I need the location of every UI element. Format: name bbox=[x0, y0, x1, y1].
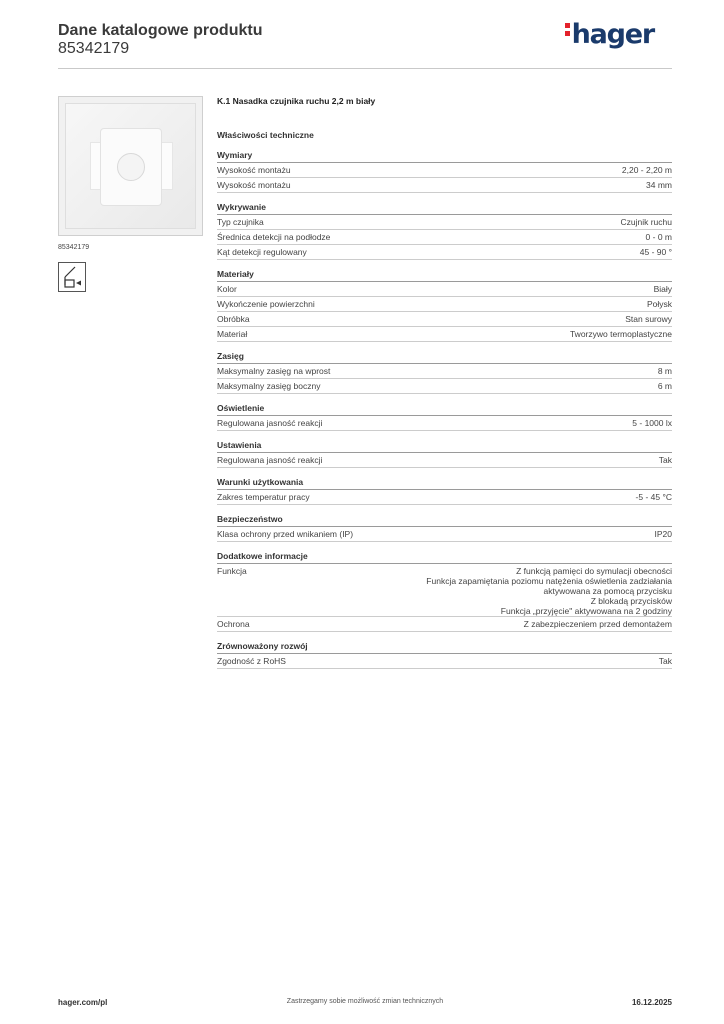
product-name: K.1 Nasadka czujnika ruchu 2,2 m biały bbox=[217, 96, 376, 106]
logo-dots-icon bbox=[565, 23, 570, 39]
spec-row bbox=[217, 178, 672, 193]
sensor-lens bbox=[117, 153, 145, 181]
spec-group bbox=[217, 551, 672, 632]
spec-group bbox=[217, 202, 672, 260]
spec-value bbox=[655, 529, 673, 539]
spec-value bbox=[636, 492, 672, 502]
footer-disclaimer: Zastrzegamy sobie możliwość zmian technicznych bbox=[286, 998, 444, 1005]
spec-label: Maksymalny zasięg na wprost bbox=[217, 366, 331, 376]
mounting-type-icon bbox=[58, 262, 86, 292]
spec-value bbox=[426, 566, 672, 616]
footer-website: hager.com/pl bbox=[58, 998, 108, 1007]
spec-value-line: Funkcja zapamiętania poziomu natężenia oświetlenia zadziałania bbox=[426, 576, 672, 586]
spec-value bbox=[654, 284, 672, 294]
spec-label: Wykończenie powierzchni bbox=[217, 299, 315, 309]
spec-value bbox=[622, 165, 672, 175]
spec-value bbox=[659, 455, 672, 465]
product-plate bbox=[65, 103, 196, 229]
sensor-housing bbox=[100, 128, 162, 206]
spec-row bbox=[217, 416, 672, 431]
spec-value bbox=[646, 180, 672, 190]
spec-value-line: Stan surowy bbox=[625, 314, 672, 324]
spec-value-line: 0 - 0 m bbox=[645, 232, 672, 242]
spec-label: Zakres temperatur pracy bbox=[217, 492, 310, 502]
spec-group-title: Wykrywanie bbox=[217, 202, 672, 215]
specification-content bbox=[217, 96, 672, 669]
product-image bbox=[58, 96, 203, 236]
spec-row bbox=[217, 312, 672, 327]
spec-group-title: Zasięg bbox=[217, 351, 672, 364]
spec-value-line: Z blokadą przycisków bbox=[590, 596, 672, 606]
document-number: 85342179 bbox=[58, 40, 130, 57]
section-heading: Właściwości techniczne bbox=[217, 130, 314, 140]
spec-row bbox=[217, 490, 672, 505]
spec-value bbox=[621, 217, 673, 227]
spec-row bbox=[217, 297, 672, 312]
spec-value-line: 6 m bbox=[657, 381, 672, 391]
spec-row bbox=[217, 453, 672, 468]
spec-value bbox=[647, 299, 672, 309]
spec-group-title: Bezpieczeństwo bbox=[217, 514, 672, 527]
spec-value bbox=[640, 247, 672, 257]
spec-label: Funkcja bbox=[217, 566, 247, 576]
spec-label: Maksymalny zasięg boczny bbox=[217, 381, 321, 391]
spec-label: Kąt detekcji regulowany bbox=[217, 247, 307, 257]
spec-row bbox=[217, 327, 672, 342]
spec-value bbox=[625, 314, 672, 324]
spec-group bbox=[217, 514, 672, 542]
spec-group bbox=[217, 477, 672, 505]
spec-value-line: 45 - 90 ° bbox=[639, 247, 672, 257]
spec-group-title: Dodatkowe informacje bbox=[217, 551, 672, 564]
spec-row bbox=[217, 163, 672, 178]
spec-value bbox=[632, 418, 672, 428]
spec-label: Wysokość montażu bbox=[217, 165, 291, 175]
spec-row bbox=[217, 230, 672, 245]
spec-value-line: IP20 bbox=[654, 529, 672, 539]
spec-row bbox=[217, 245, 672, 260]
spec-label: Ochrona bbox=[217, 619, 250, 629]
spec-label: Typ czujnika bbox=[217, 217, 264, 227]
spec-group-title: Materiały bbox=[217, 269, 672, 282]
page-footer bbox=[58, 996, 672, 1010]
hager-logo bbox=[565, 19, 654, 50]
spec-group bbox=[217, 403, 672, 431]
spec-label: Materiał bbox=[217, 329, 248, 339]
spec-label: Zgodność z RoHS bbox=[217, 656, 286, 666]
spec-value-line: Z funkcją pamięci do symulacji obecności bbox=[516, 566, 672, 576]
spec-value-line: Czujnik ruchu bbox=[620, 217, 672, 227]
specification-groups bbox=[217, 150, 672, 669]
spec-value-line: Tworzywo termoplastyczne bbox=[569, 329, 672, 339]
spec-value bbox=[524, 619, 672, 629]
spec-label: Klasa ochrony przed wnikaniem (IP) bbox=[217, 529, 354, 539]
spec-group-title: Wymiary bbox=[217, 150, 672, 163]
product-sku: 85342179 bbox=[58, 244, 90, 251]
spec-value-line: -5 - 45 °C bbox=[635, 492, 672, 502]
spec-value bbox=[570, 329, 672, 339]
spec-group bbox=[217, 641, 672, 669]
spec-group-title: Zrównoważony rozwój bbox=[217, 641, 672, 654]
spec-row bbox=[217, 364, 672, 379]
spec-group bbox=[217, 351, 672, 394]
spec-value-line: aktywowana za pomocą przycisku bbox=[543, 586, 672, 596]
spec-group-title: Ustawienia bbox=[217, 440, 672, 453]
spec-value-line: Tak bbox=[658, 455, 672, 465]
page-header bbox=[58, 21, 672, 69]
spec-group-title: Warunki użytkowania bbox=[217, 477, 672, 490]
spec-label: Regulowana jasność reakcji bbox=[217, 455, 323, 465]
spec-group-title: Oświetlenie bbox=[217, 403, 672, 416]
spec-row bbox=[217, 379, 672, 394]
spec-value-line: 5 - 1000 lx bbox=[632, 418, 672, 428]
spec-value bbox=[658, 381, 672, 391]
spec-value-line: 34 mm bbox=[646, 180, 672, 190]
spec-group bbox=[217, 440, 672, 468]
spec-value bbox=[646, 232, 672, 242]
spec-label: Średnica detekcji na podłodze bbox=[217, 232, 331, 242]
logo-text: hager bbox=[571, 19, 654, 50]
spec-value-line: 2,20 - 2,20 m bbox=[621, 165, 672, 175]
spec-group bbox=[217, 269, 672, 342]
spec-row bbox=[217, 617, 672, 632]
spec-row bbox=[217, 527, 672, 542]
spec-value bbox=[658, 366, 672, 376]
spec-value-line: Funkcja „przyjęcie" aktywowana na 2 godziny bbox=[500, 606, 672, 616]
spec-row bbox=[217, 282, 672, 297]
spec-row bbox=[217, 564, 672, 617]
spec-row bbox=[217, 215, 672, 230]
spec-row bbox=[217, 654, 672, 669]
spec-label: Regulowana jasność reakcji bbox=[217, 418, 323, 428]
spec-label: Obróbka bbox=[217, 314, 250, 324]
spec-label: Kolor bbox=[217, 284, 237, 294]
spec-value-line: Tak bbox=[658, 656, 672, 666]
spec-group bbox=[217, 150, 672, 193]
document-title: Dane katalogowe produktu bbox=[58, 22, 263, 39]
spec-value-line: 8 m bbox=[657, 366, 672, 376]
spec-value bbox=[659, 656, 672, 666]
spec-label: Wysokość montażu bbox=[217, 180, 291, 190]
spec-value-line: Biały bbox=[653, 284, 672, 294]
spec-value-line: Połysk bbox=[646, 299, 672, 309]
footer-date: 16.12.2025 bbox=[631, 998, 672, 1007]
spec-value-line: Z zabezpieczeniem przed demontażem bbox=[523, 619, 672, 629]
